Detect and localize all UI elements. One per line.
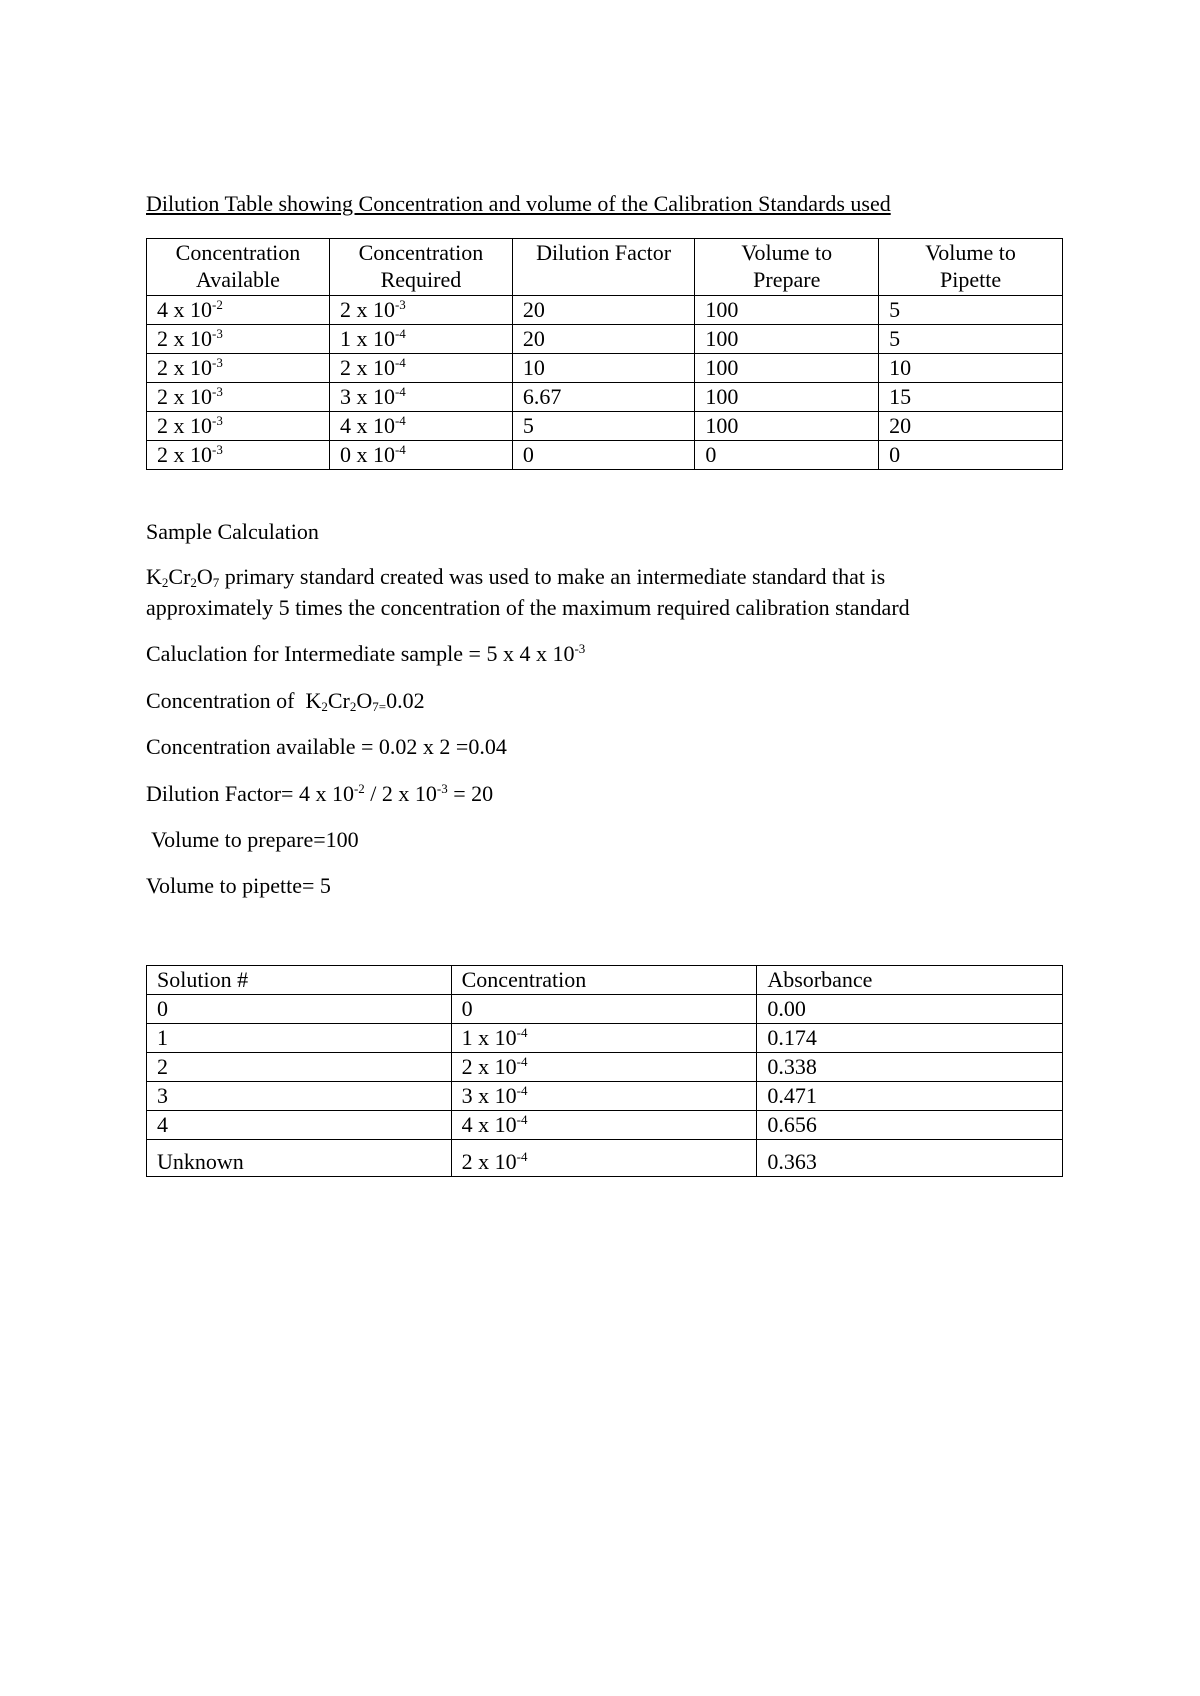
concentration-available-line: Concentration available = 0.02 x 2 =0.04 (146, 734, 507, 759)
cell-solution-number: 0 (147, 995, 452, 1024)
concentration-available-base: 2 x 10 (157, 355, 212, 380)
cell-concentration (451, 1024, 757, 1053)
cell-absorbance: 0.00 (757, 995, 1063, 1024)
concentration-line (146, 688, 425, 714)
sample-calculation-heading: Sample Calculation (146, 519, 319, 544)
dilution-exponent-2: -3 (436, 781, 448, 796)
cell-absorbance: 0.656 (757, 1111, 1063, 1140)
cell-absorbance: 0.174 (757, 1024, 1063, 1053)
header-concentration: Concentration (451, 966, 757, 995)
cell-solution-number: Unknown (147, 1140, 452, 1177)
cell-absorbance: 0.471 (757, 1082, 1063, 1111)
conc-k-subscript: 2 (321, 699, 328, 714)
cell-volume-prepare: 100 (695, 296, 879, 325)
concentration-available-exponent: -3 (212, 355, 223, 370)
cell-concentration (451, 1053, 757, 1082)
cell-concentration-available (147, 325, 330, 354)
cell-volume-prepare: 100 (695, 354, 879, 383)
formula-o-subscript: 7 (212, 575, 220, 590)
concentration-available-exponent: -2 (212, 297, 223, 312)
dilution-mid: / 2 x 10 (364, 781, 437, 806)
concentration-required-exponent: -4 (394, 326, 406, 341)
concentration-required-base: 0 x 10 (339, 442, 395, 467)
conc-o: O (356, 688, 373, 713)
cell-concentration-required (329, 383, 512, 412)
cell-dilution-factor: 0 (512, 441, 695, 470)
table-row (147, 325, 1063, 354)
header-concentration-required: Concentration Required (329, 239, 512, 296)
intermediate-calculation (146, 641, 585, 667)
table-row (147, 1053, 1063, 1082)
concentration-available-base: 2 x 10 (157, 384, 212, 409)
cell-dilution-factor: 20 (512, 325, 695, 354)
cell-volume-prepare: 100 (695, 383, 879, 412)
concentration-available-base: 2 x 10 (157, 442, 212, 467)
concentration-required-exponent: -4 (394, 384, 406, 399)
cell-dilution-factor: 6.67 (512, 383, 695, 412)
header-concentration-available: Concentration Available (147, 239, 330, 296)
absorbance-table (146, 965, 1063, 1177)
table-row (147, 1024, 1063, 1053)
header-absorbance: Absorbance (757, 966, 1063, 995)
dilution-table (146, 238, 1063, 470)
table-row (147, 383, 1063, 412)
cell-volume-pipette: 0 (879, 441, 1063, 470)
concentration-available-base: 4 x 10 (157, 297, 212, 322)
concentration-available-base: 2 x 10 (157, 413, 212, 438)
conc-cr-subscript: 2 (349, 699, 357, 714)
cell-dilution-factor: 5 (512, 412, 695, 441)
table-row (147, 995, 1063, 1024)
formula-o: O (196, 564, 213, 589)
concentration-required-base: 1 x 10 (339, 326, 395, 351)
cell-volume-prepare: 0 (695, 441, 879, 470)
cell-concentration (451, 1082, 757, 1111)
intro-line-1 (146, 564, 885, 590)
cell-absorbance: 0.338 (757, 1053, 1063, 1082)
table-row (147, 441, 1063, 470)
table-row (147, 1111, 1063, 1140)
formula-k-subscript: 2 (161, 575, 169, 590)
intro-text: primary standard created was used to make an intermediate standard that is (219, 564, 886, 589)
absorbance-table-header-row (147, 966, 1063, 995)
cell-dilution-factor: 10 (512, 354, 695, 383)
cell-concentration-available (147, 412, 330, 441)
concentration-base: 2 x 10 (461, 1054, 517, 1079)
table-row (147, 412, 1063, 441)
table-row (147, 1140, 1063, 1177)
table-row (147, 354, 1063, 383)
cell-concentration-required (329, 441, 512, 470)
table-row (147, 1082, 1063, 1111)
dilution-table-title: Dilution Table showing Concentration and volume of the Calibration Standards used (146, 191, 891, 216)
cell-concentration (451, 1140, 757, 1177)
cell-concentration-available (147, 296, 330, 325)
cell-volume-pipette: 5 (879, 325, 1063, 354)
dilution-end: = 20 (447, 781, 494, 806)
cell-concentration-required (329, 296, 512, 325)
concentration-base: 1 x 10 (461, 1025, 517, 1050)
intro-line-2: approximately 5 times the concentration of the maximum required calibration standard (146, 595, 910, 620)
concentration-required-base: 2 x 10 (339, 297, 395, 322)
concentration-exponent: -4 (516, 1054, 528, 1069)
cell-concentration-available (147, 441, 330, 470)
cell-volume-prepare: 100 (695, 412, 879, 441)
conc-value: 0.02 (386, 688, 425, 713)
cell-solution-number: 4 (147, 1111, 452, 1140)
formula-cr-subscript: 2 (190, 575, 197, 590)
cell-volume-prepare: 100 (695, 325, 879, 354)
concentration-base: 3 x 10 (461, 1083, 517, 1108)
header-volume-to-prepare: Volume to Prepare (695, 239, 879, 296)
concentration-exponent: -4 (516, 1149, 528, 1164)
dilution-table-header-row (147, 239, 1063, 296)
concentration-required-exponent: -3 (394, 297, 406, 312)
cell-absorbance: 0.363 (757, 1140, 1063, 1177)
cell-volume-pipette: 5 (879, 296, 1063, 325)
conc-cr: Cr (327, 688, 350, 713)
volume-pipette-line: Volume to pipette= 5 (146, 873, 331, 898)
concentration-required-base: 3 x 10 (339, 384, 395, 409)
conc-o-subscript: 7 (372, 699, 379, 714)
formula-cr: Cr (168, 564, 191, 589)
cell-solution-number: 1 (147, 1024, 452, 1053)
cell-concentration (451, 995, 757, 1024)
concentration-exponent: -4 (516, 1083, 528, 1098)
volume-prepare-line: Volume to prepare=100 (146, 827, 359, 852)
intermediate-exponent: -3 (574, 641, 586, 656)
intermediate-text: Caluclation for Intermediate sample = 5 x 4 x 10 (146, 641, 575, 666)
concentration-exponent: -4 (516, 1112, 528, 1127)
dilution-factor-line (146, 781, 493, 807)
concentration-base: 2 x 10 (461, 1149, 517, 1174)
cell-concentration (451, 1111, 757, 1140)
cell-dilution-factor: 20 (512, 296, 695, 325)
conc-equals: = (378, 699, 387, 714)
concentration-exponent: -4 (516, 1025, 528, 1040)
header-solution-number: Solution # (147, 966, 452, 995)
concentration-required-base: 4 x 10 (339, 413, 395, 438)
dilution-prefix: Dilution Factor= 4 x 10 (146, 781, 354, 806)
cell-volume-pipette: 10 (879, 354, 1063, 383)
dilution-exponent-1: -2 (353, 781, 365, 796)
cell-concentration-available (147, 383, 330, 412)
concentration-required-exponent: -4 (394, 413, 406, 428)
cell-solution-number: 3 (147, 1082, 452, 1111)
concentration-available-exponent: -3 (212, 413, 223, 428)
concentration-prefix: Concentration of K (146, 688, 322, 713)
cell-concentration-available (147, 354, 330, 383)
cell-concentration-required (329, 325, 512, 354)
concentration-available-exponent: -3 (212, 442, 223, 457)
concentration-base: 0 (461, 996, 473, 1021)
cell-concentration-required (329, 354, 512, 383)
formula-k: K (146, 564, 162, 589)
concentration-base: 4 x 10 (461, 1112, 517, 1137)
concentration-available-exponent: -3 (212, 384, 223, 399)
table-row (147, 296, 1063, 325)
header-volume-to-pipette: Volume to Pipette (879, 239, 1063, 296)
concentration-required-base: 2 x 10 (339, 355, 395, 380)
cell-volume-pipette: 15 (879, 383, 1063, 412)
header-dilution-factor: Dilution Factor (512, 239, 695, 296)
concentration-required-exponent: -4 (394, 355, 406, 370)
cell-volume-pipette: 20 (879, 412, 1063, 441)
concentration-available-exponent: -3 (212, 326, 223, 341)
cell-solution-number: 2 (147, 1053, 452, 1082)
concentration-required-exponent: -4 (394, 442, 406, 457)
concentration-available-base: 2 x 10 (157, 326, 212, 351)
cell-concentration-required (329, 412, 512, 441)
